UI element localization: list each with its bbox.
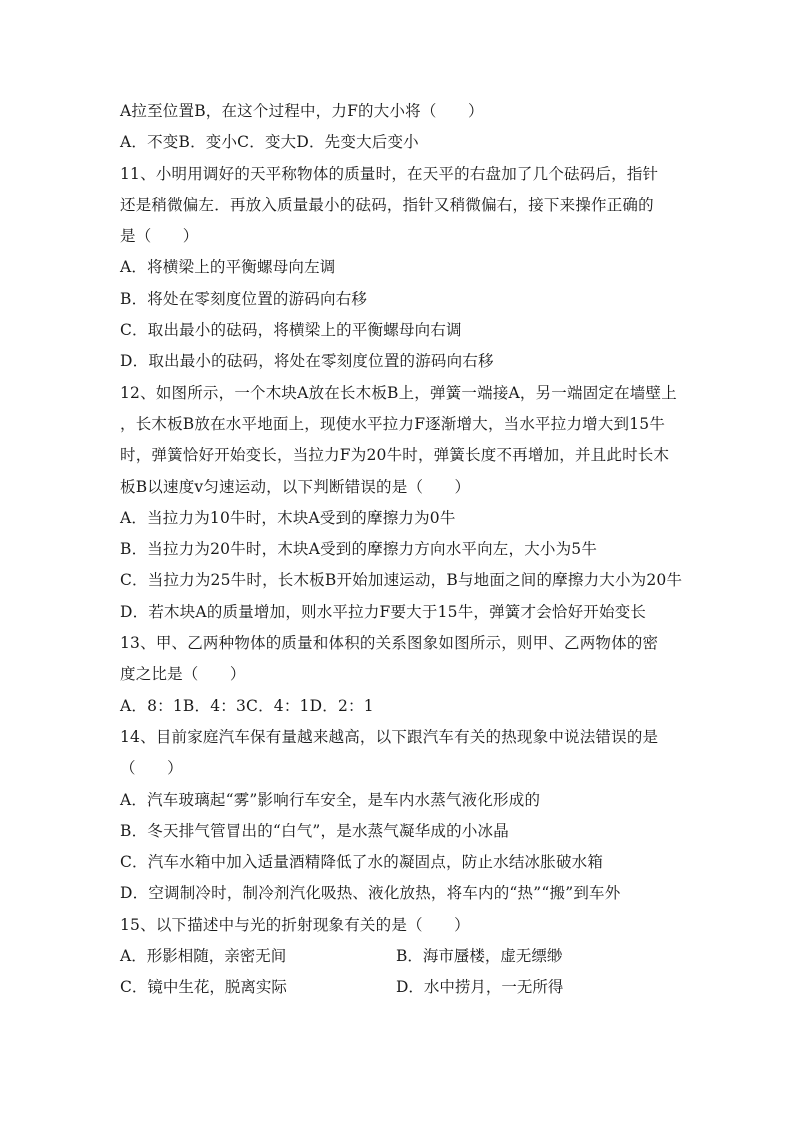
q15-options-row-2 xyxy=(120,972,680,1003)
q14-option-a: A．汽车玻璃起“雾”影响行车安全，是车内水蒸气液化形成的 xyxy=(120,790,541,809)
q15-option-b: B．海市蜃楼，虚无缥缈 xyxy=(396,947,563,966)
q11-option-c: C．取出最小的砝码，将横梁上的平衡螺母向右调 xyxy=(120,321,462,340)
q13-options: A．8：1B．4：3C．4：1D．2：1 xyxy=(120,696,374,715)
q15-options-row-1 xyxy=(120,941,680,972)
q11-stem-line-3: 是（ ） xyxy=(120,227,199,246)
q14-option-c: C．汽车水箱中加入适量酒精降低了水的凝固点，防止水结冰胀破水箱 xyxy=(120,853,604,872)
q12-option-b: B．当拉力为20牛时，木块A受到的摩擦力方向水平向左，大小为5牛 xyxy=(120,540,598,559)
q12-option-d: D．若木块A的质量增加，则水平拉力F要大于15牛，弹簧才会恰好开始变长 xyxy=(120,602,647,621)
q13-stem-line-1: 13、甲、乙两种物体的质量和体积的关系图象如图所示，则甲、乙两物体的密 xyxy=(120,634,659,653)
q15-option-d: D．水中捞月，一无所得 xyxy=(396,978,564,997)
q12-option-a: A．当拉力为10牛时，木块A受到的摩擦力为0牛 xyxy=(120,508,456,527)
document-page xyxy=(120,96,683,1004)
q10-stem-continued: A拉至位置B，在这个过程中，力F的大小将（ ） xyxy=(120,102,484,120)
q14-option-d: D．空调制冷时，制冷剂汽化吸热、液化放热，将车内的“热”“搬”到车外 xyxy=(120,884,621,903)
q11-stem-line-2: 还是稍微偏左．再放入质量最小的砝码，指针又稍微偏右，接下来操作正确的 xyxy=(120,195,654,214)
q10-options: A．不变B．变小C．变大D．先变大后变小 xyxy=(120,133,419,152)
q11-stem-line-1: 11、小明用调好的天平称物体的质量时，在天平的右盘加了几个砝码后，指针 xyxy=(120,164,659,183)
q11-option-b: B．将处在零刻度位置的游码向右移 xyxy=(120,289,368,308)
q14-stem-line-1: 14、目前家庭汽车保有量越来越高，以下跟汽车有关的热现象中说法错误的是 xyxy=(120,727,659,746)
q14-stem-line-2: （ ） xyxy=(120,759,183,778)
q12-stem-line-1: 12、如图所示，一个木块A放在长木板B上，弹簧一端接A，另一端固定在墙壁上 xyxy=(120,383,677,402)
q11-option-a: A．将横梁上的平衡螺母向左调 xyxy=(120,258,336,277)
q12-option-c: C．当拉力为25牛时，长木板B开始加速运动，B与地面之间的摩擦力大小为20牛 xyxy=(120,571,683,590)
q13-stem-line-2: 度之比是（ ） xyxy=(120,665,246,684)
q12-stem-line-2: ，长木板B放在水平地面上，现使水平拉力F逐渐增大，当水平拉力增大到15牛 xyxy=(120,414,666,433)
q15-stem: 15、以下描述中与光的折射现象有关的是（ ） xyxy=(120,915,470,934)
q12-stem-line-3: 时，弹簧恰好开始变长，当拉力F为20牛时，弹簧长度不再增加，并且此时长木 xyxy=(120,446,670,465)
q14-option-b: B．冬天排气管冒出的“白气”，是水蒸气凝华成的小冰晶 xyxy=(120,821,509,840)
q11-option-d: D．取出最小的砝码，将处在零刻度位置的游码向右移 xyxy=(120,352,494,371)
q15-option-c: C．镜中生花，脱离实际 xyxy=(120,978,287,997)
q15-option-a: A．形影相随，亲密无间 xyxy=(120,947,287,966)
q12-stem-line-4: 板B以速度v匀速运动，以下判断错误的是（ ） xyxy=(120,477,471,496)
